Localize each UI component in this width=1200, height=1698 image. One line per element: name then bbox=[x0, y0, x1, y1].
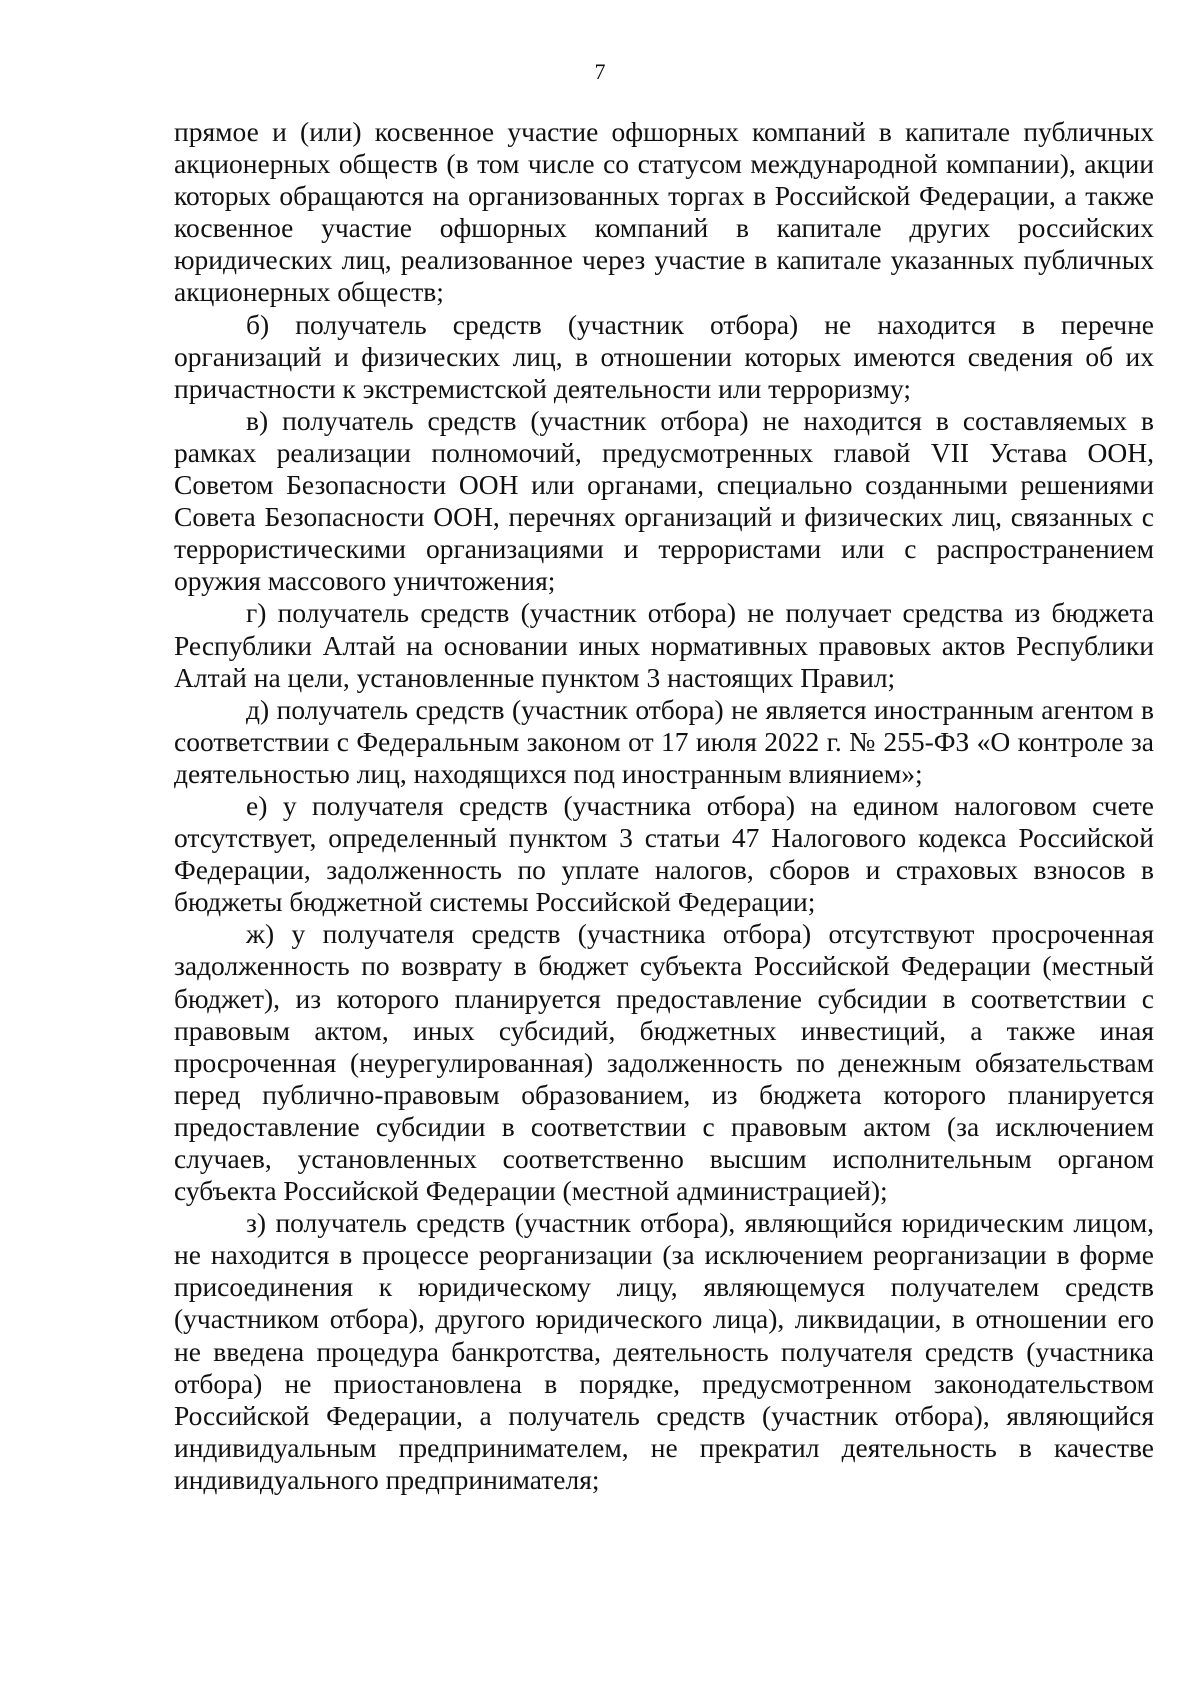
paragraph-continuation: прямое и (или) косвенное участие офшорных компаний в капитале публичных акционерных обществ (в том числе со статусом международной компании), акции которых обращаются на организованных торгах в Российской Федерации, а также косвенное участие офшорных компаний в капитале других российских юридических лиц, реализованное через участие в капитале указанных публичных акционерных обществ; bbox=[174, 116, 1154, 308]
page-number: 7 bbox=[594, 59, 606, 84]
paragraph-item-zh: ж) у получателя средств (участника отбора) отсутствуют просроченная задолженность по возврату в бюджет субъекта Российской Федерации (местный бюджет), из которого планируется предоставление субсидии в соответствии с правовым актом, иных субсидий, бюджетных инвестиций, а также иная просроченная (неурегулированная) задолженность по денежным обязательствам перед публично-правовым образованием, из бюджета которого планируется предоставление субсидии в соответствии с правовым актом (за исключением случаев, установленных соответственно высшим исполнительным органом субъекта Российской Федерации (местной администрацией); bbox=[174, 918, 1154, 1207]
paragraph-item-z: з) получатель средств (участник отбора), являющийся юридическим лицом, не находится в процессе реорганизации (за исключением реорганизации в форме присоединения к юридическому лицу, являющемуся получателем средств (участником отбора), другого юридического лица), ликвидации, в отношении его не введена процедура банкротства, деятельность получателя средств (участника отбора) не приостановлена в порядке, предусмотренном законодательством Российской Федерации, а получатель средств (участник отбора), являющийся индивидуальным предпринимателем, не прекратил деятельность в качестве индивидуального предпринимателя; bbox=[174, 1207, 1154, 1495]
paragraph-item-d: д) получатель средств (участник отбора) не является иностранным агентом в соответствии с Федеральным законом от 17 июля 2022 г. № 255-ФЗ «О контроле за деятельностью лиц, находящихся под иностранным влиянием»; bbox=[174, 693, 1154, 789]
paragraph-item-v: в) получатель средств (участник отбора) не находится в составляемых в рамках реализации полномочий, предусмотренных главой VII Устава ООН, Советом Безопасности ООН или органами, специально созданными решениями Совета Безопасности ООН, перечнях организаций и физических лиц, связанных с террористическими организациями и террористами или с распространением оружия массового уничтожения; bbox=[174, 404, 1154, 597]
paragraph-item-e: е) у получателя средств (участника отбора) на едином налоговом счете отсутствует, определенный пунктом 3 статьи 47 Налогового кодекса Российской Федерации, задолженность по уплате налогов, сборов и страховых взносов в бюджеты бюджетной системы Российской Федерации; bbox=[174, 789, 1154, 918]
paragraph-item-g: г) получатель средств (участник отбора) не получает средства из бюджета Республики Алтай на основании иных нормативных правовых актов Республики Алтай на цели, установленные пунктом 3 настоящих Правил; bbox=[174, 597, 1154, 693]
paragraph-item-b: б) получатель средств (участник отбора) не находится в перечне организаций и физических лиц, в отношении которых имеются сведения об их причастности к экстремистской деятельности или терроризму; bbox=[174, 308, 1154, 404]
document-body bbox=[174, 116, 1154, 1496]
